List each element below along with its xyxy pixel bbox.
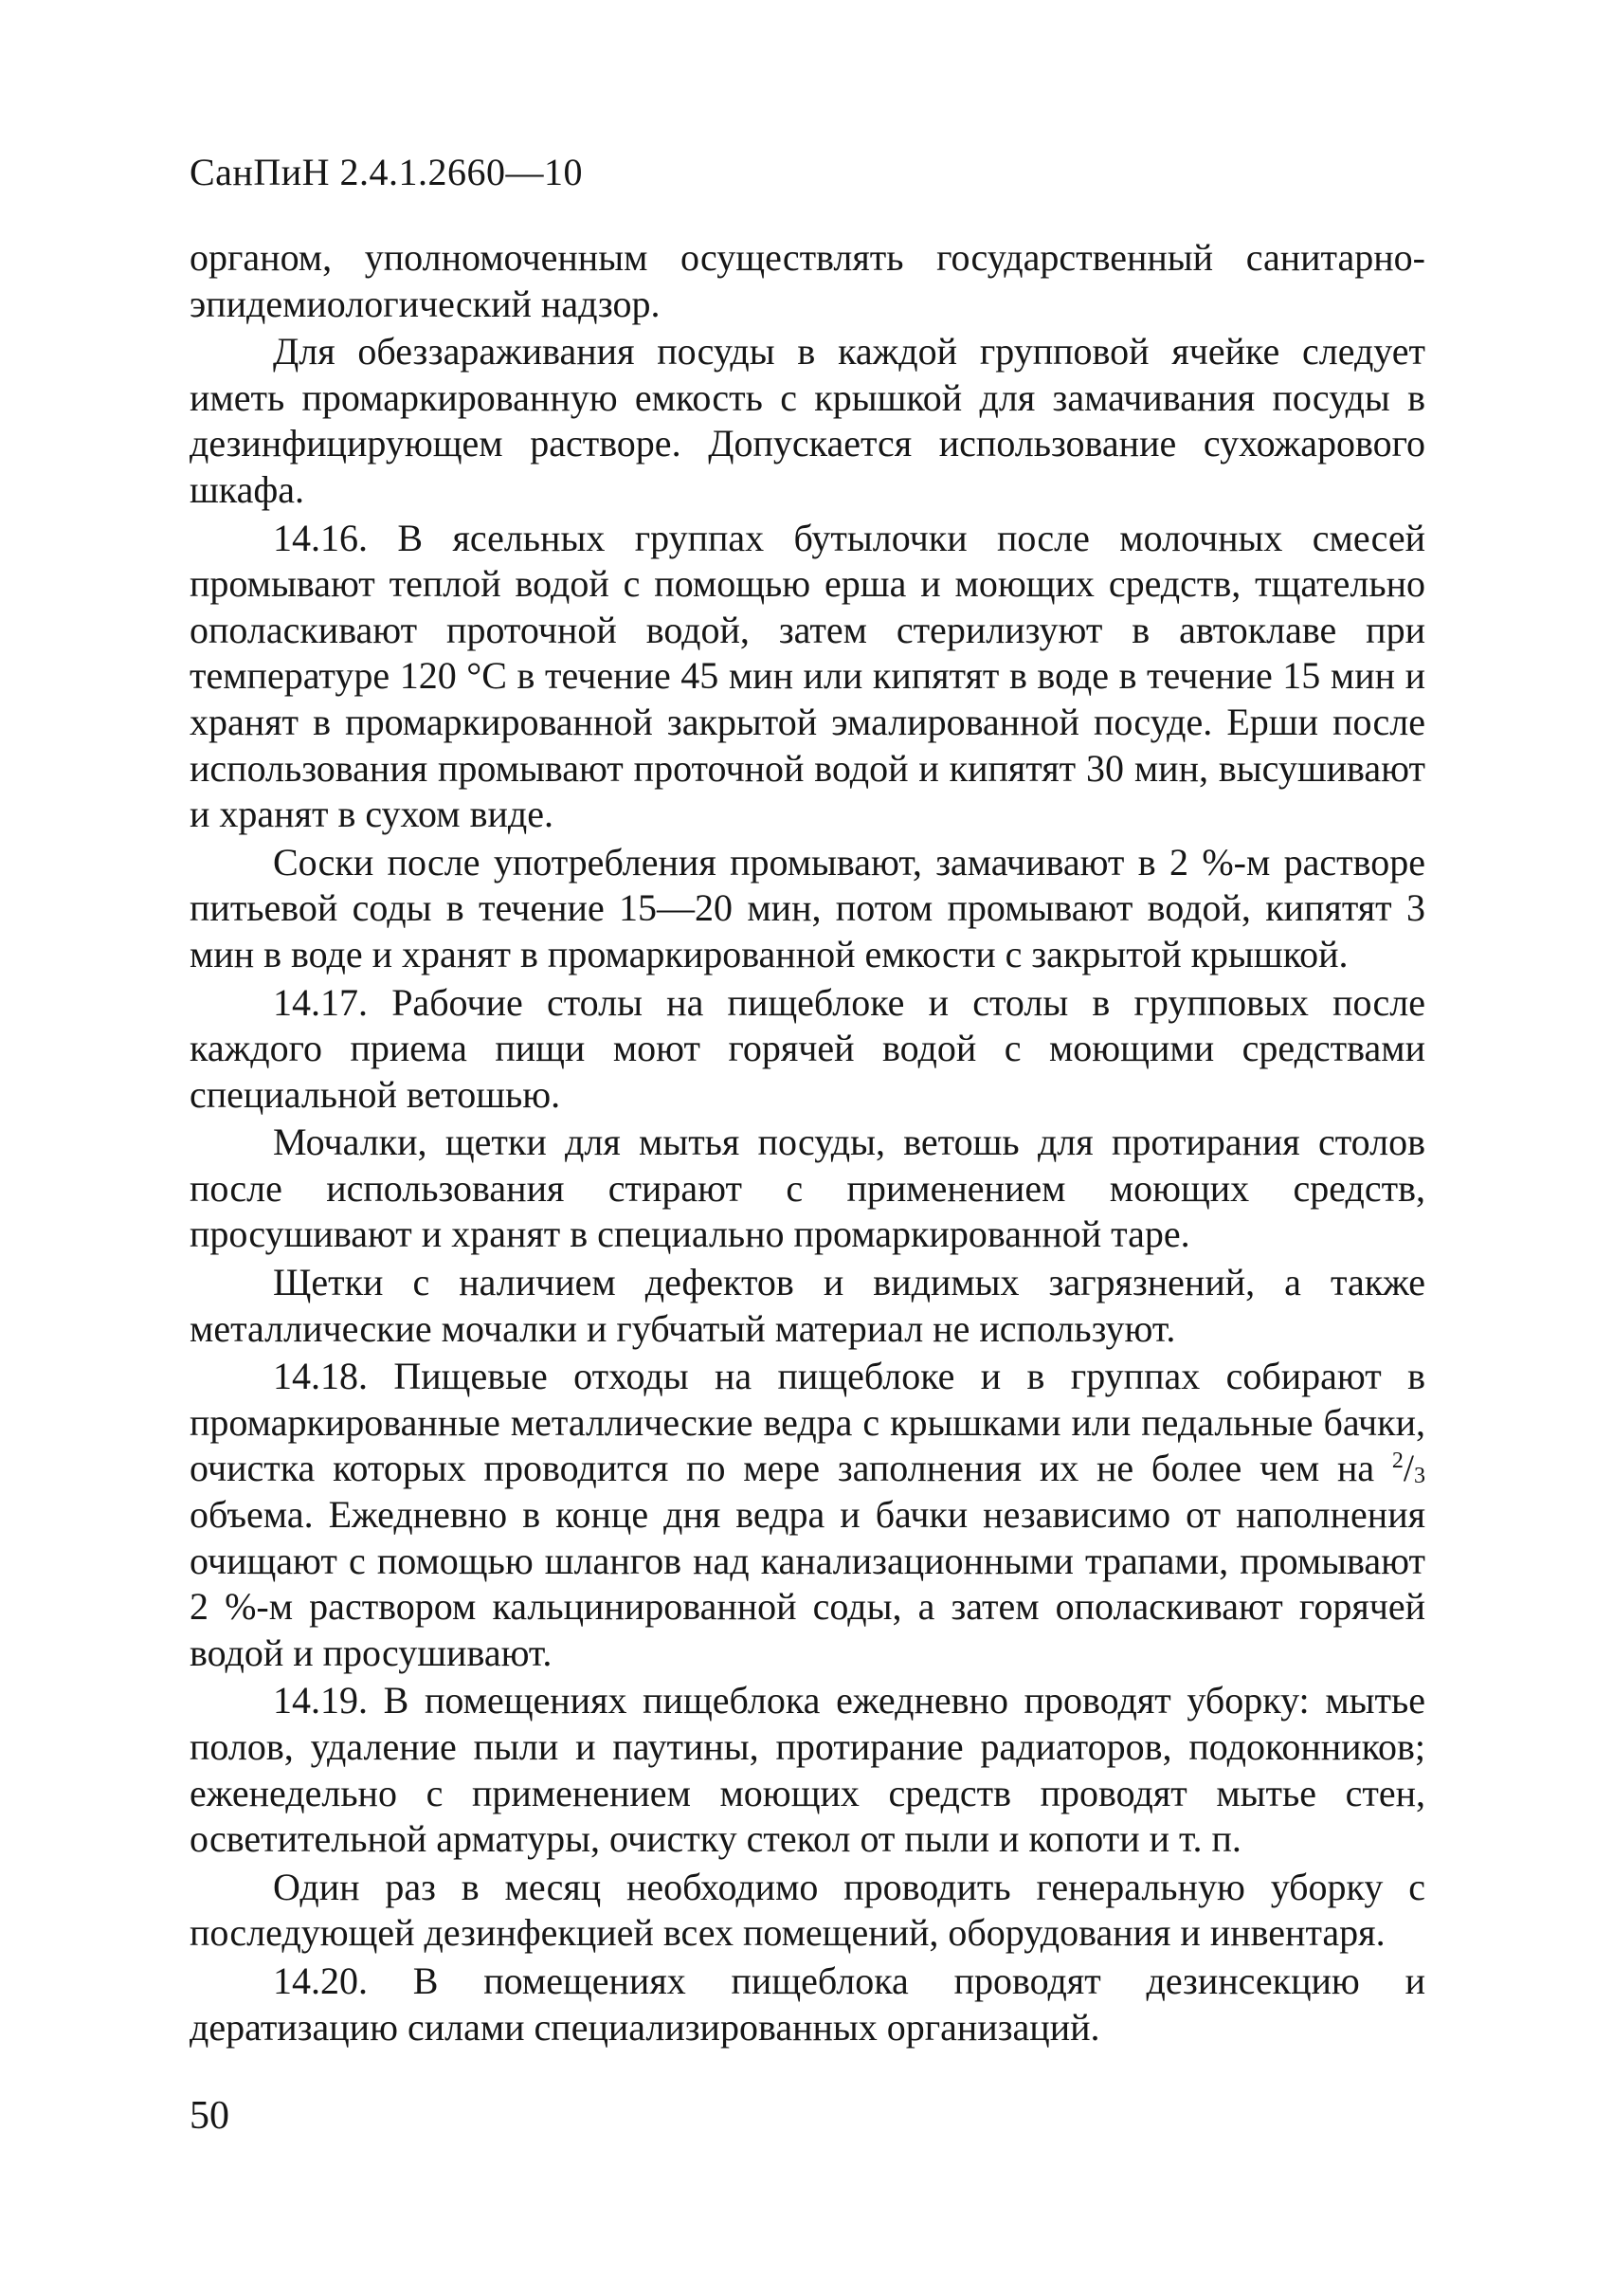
running-head: СанПиН 2.4.1.2660—10 bbox=[190, 151, 584, 193]
paragraph-disinfection-dishes: Для обеззараживания посуды в каждой групповой ячейке следует иметь промаркированную емкость с крышкой для замачивания посуды в дезинфицирующем растворе. Допускается использование сухожарового шкафа. bbox=[190, 330, 1425, 511]
paragraph-14-17: 14.17. Рабочие столы на пищеблоке и столы в групповых после каждого приема пищи моют горячей водой с моющими средствами специальной ветошью. bbox=[190, 980, 1425, 1116]
paragraph-sponges-brushes: Мочалки, щетки для мытья посуды, ветошь для протирания столов после использования стирают с применением моющих средств, просушивают и хранят в специально промаркированной таре. bbox=[190, 1121, 1425, 1256]
page-number: 50 bbox=[190, 2094, 229, 2138]
paragraph-14-18-part-2: объема. Ежедневно в конце дня ведра и бачки независимо от наполнения очищают с помощью шлангов над канализационными трапами, промывают 2 %-м раствором кальцинированной соды, а затем ополаскивают горячей водой и просушивают. bbox=[190, 1493, 1425, 1674]
paragraph-continuation: органом, уполномоченным осуществлять государственный санитарно-эпидемиологический надзор. bbox=[190, 236, 1425, 325]
paragraph-14-16: 14.16. В ясельных группах бутылочки после молочных смесей промывают теплой водой с помощью ерша и моющих средств, тщательно ополаскивают проточной водой, затем стерилизуют в автоклаве при температуре 120 °С в течение 45 мин или кипятят в воде в течение 15 мин и хранят в промаркированной закрытой эмалированной посуде. Ерши после использования промывают проточной водой и кипятят 30 мин, высушивают и хранят в сухом виде. bbox=[190, 516, 1425, 836]
paragraph-defective-brushes: Щетки с наличием дефектов и видимых загрязнений, а также металлические мочалки и губчатый материал не используют. bbox=[190, 1261, 1425, 1350]
paragraph-14-19: 14.19. В помещениях пищеблока ежедневно проводят уборку: мытье полов, удаление пыли и паутины, протирание радиаторов, подоконников; еженедельно с применением моющих средств проводят мытье стен, осветительной арматуры, очистку стекол от пыли и копоти и т. п. bbox=[190, 1679, 1425, 1861]
fraction-numerator: 2 bbox=[1391, 1449, 1404, 1474]
paragraph-nipples: Соски после употребления промывают, замачивают в 2 %-м растворе питьевой соды в течение 15—20 мин, потом промывают водой, кипятят 3 мин в воде и хранят в промаркированной емкости с закрытой крышкой. bbox=[190, 840, 1425, 975]
paragraph-14-18-part-1: 14.18. Пищевые отходы на пищеблоке и в группах собирают в промаркированные металлические ведра с крышками или педальные бачки, очистка которых проводится по мере заполнения их не более чем на bbox=[190, 1355, 1425, 1490]
fraction-denominator: 3 bbox=[1414, 1464, 1425, 1489]
paragraph-14-20: 14.20. В помещениях пищеблока проводят дезинсекцию и дератизацию силами специализированных организаций. bbox=[190, 1959, 1425, 2049]
body-text bbox=[190, 235, 1425, 2052]
paragraph-14-18 bbox=[190, 1354, 1425, 1676]
paragraph-general-cleaning: Один раз в месяц необходимо проводить генеральную уборку с последующей дезинфекцией всех помещений, оборудования и инвентаря. bbox=[190, 1865, 1425, 1955]
fraction-two-thirds: $^2/_3$ bbox=[1391, 1447, 1425, 1490]
